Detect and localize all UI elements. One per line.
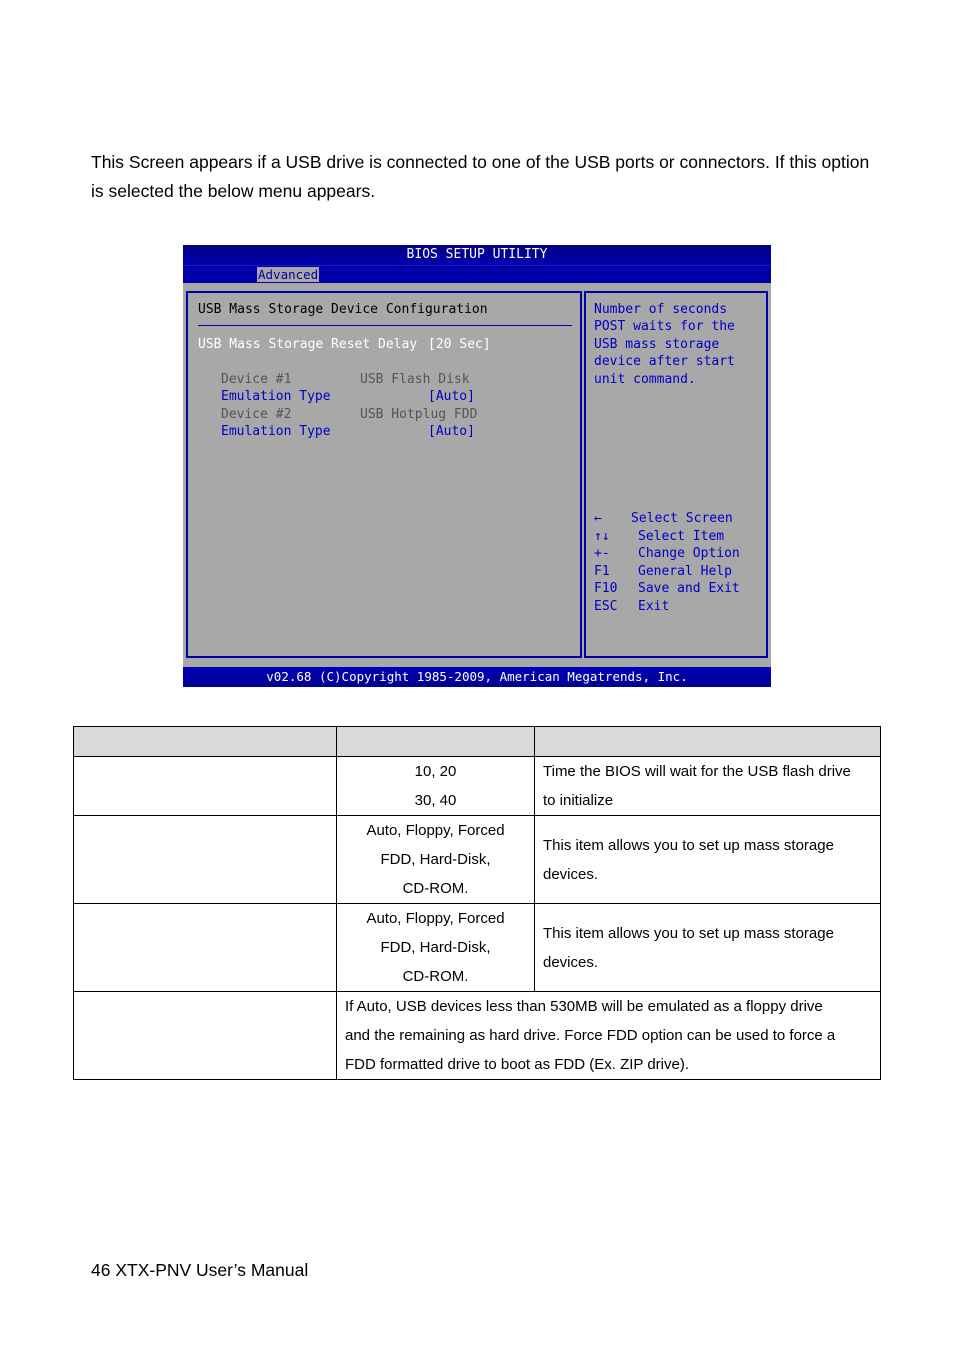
note-cell: If Auto, USB devices less than 530MB will be emulated as a floppy drive and the remaining as hard drive. Force FDD option can be used to force a FDD formatted drive to boot as FDD (Ex. ZIP drive). [337,992,881,1080]
key-esc: ESC [594,599,618,614]
table-row [74,904,881,992]
help-line: Number of seconds [594,302,728,317]
key-plus-minus: +- [594,546,610,561]
bios-screenshot [183,245,771,687]
table-cell-empty [74,816,337,904]
settings-panel [186,291,582,658]
key-action: Save and Exit [638,581,740,596]
device-1-emulation-label[interactable]: Emulation Type [221,389,331,404]
tab-advanced[interactable]: Advanced [258,267,319,282]
bios-body [183,283,771,667]
section-title: USB Mass Storage Device Configuration [198,302,488,317]
header-cell [74,727,337,757]
table-cell-empty [74,757,337,816]
device-2-label: Device #2 [221,407,292,422]
header-cell [535,727,881,757]
table-row [74,992,881,1080]
help-panel [584,291,768,658]
table-cell-empty [74,992,337,1080]
header-cell [337,727,535,757]
table-row [74,816,881,904]
key-f10: F10 [594,581,618,596]
reset-delay-value[interactable]: [20 Sec] [428,337,491,352]
bios-title: BIOS SETUP UTILITY [183,245,771,265]
key-action: Change Option [638,546,740,561]
description-cell: Time the BIOS will wait for the USB flash drive to initialize [535,757,881,816]
options-cell: Auto, Floppy, Forced FDD, Hard-Disk, CD-ROM. [337,816,535,904]
key-left-arrow-icon: ← [594,511,602,526]
device-2-emulation-label[interactable]: Emulation Type [221,424,331,439]
table-cell-empty [74,904,337,992]
bios-menubar [183,265,771,283]
description-cell: This item allows you to set up mass storage devices. [535,904,881,992]
device-1-label: Device #1 [221,372,292,387]
reset-delay-label[interactable]: USB Mass Storage Reset Delay [198,337,418,352]
help-line: USB mass storage [594,337,720,352]
options-cell: 10, 20 30, 40 [337,757,535,816]
device-1-value: USB Flash Disk [360,372,470,387]
options-cell: Auto, Floppy, Forced FDD, Hard-Disk, CD-ROM. [337,904,535,992]
key-f1: F1 [594,564,610,579]
intro-paragraph: This Screen appears if a USB drive is connected to one of the USB ports or connectors. If this option is selected the below menu appears. [91,152,870,201]
options-table [73,726,881,1080]
description-cell: This item allows you to set up mass storage devices. [535,816,881,904]
device-1-emulation-value[interactable]: [Auto] [428,389,475,404]
device-2-value: USB Hotplug FDD [360,407,478,422]
key-up-down-arrow-icon: ↑↓ [594,529,610,544]
table-header-row [74,727,881,757]
bios-copyright-footer: v02.68 (C)Copyright 1985-2009, American Megatrends, Inc. [183,667,771,687]
device-2-emulation-value[interactable]: [Auto] [428,424,475,439]
help-line: device after start [594,354,735,369]
help-line: unit command. [594,372,696,387]
page-footer: 46 XTX-PNV User’s Manual [91,1260,309,1280]
section-divider [198,325,572,326]
key-action: General Help [638,564,732,579]
help-line: POST waits for the [594,319,735,334]
key-action: Select Screen [631,511,733,526]
key-action: Select Item [638,529,725,544]
key-action: Exit [638,599,670,614]
table-row [74,757,881,816]
